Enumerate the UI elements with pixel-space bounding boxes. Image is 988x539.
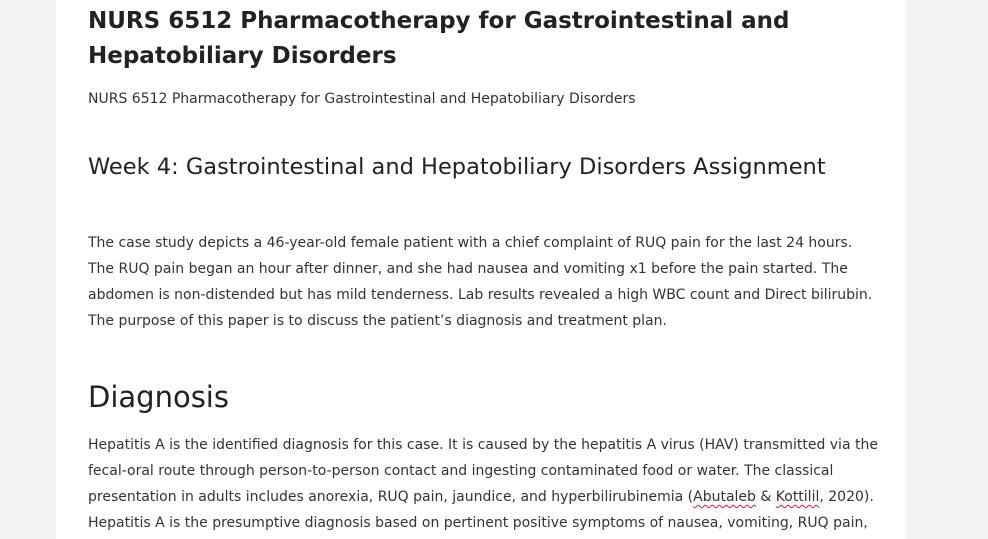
intro-line: The purpose of this paper is to discuss the patient’s diagnosis and treatment plan. (88, 313, 667, 329)
diagnosis-paragraph (88, 432, 888, 536)
citation-text-before: presentation in adults includes anorexia, RUQ pain, jaundice, and hyperbilirubinemia ( (88, 489, 694, 505)
article-title-line-2: Hepatobiliary Disorders (88, 43, 397, 69)
diagnosis-line: fecal-oral route through person-to-person contact and ingesting contaminated food or water. The classical (88, 463, 834, 479)
diagnosis-line-citation (88, 484, 888, 510)
citation-author-1: Abutaleb (693, 489, 756, 505)
document-page (56, 0, 906, 539)
intro-line: abdomen is non-distended but has mild tenderness. Lab results revealed a high WBC count and Direct bilirubin. (88, 287, 873, 303)
diagnosis-heading: Diagnosis (88, 380, 229, 414)
intro-paragraph (88, 230, 888, 334)
citation-ampersand: & (755, 489, 776, 505)
week-heading: Week 4: Gastrointestinal and Hepatobiliary Disorders Assignment (88, 154, 826, 180)
article-title (88, 4, 868, 74)
citation-author-2: Kottilil (775, 489, 820, 505)
diagnosis-line: Hepatitis A is the presumptive diagnosis based on pertinent positive symptoms of nausea, vomiting, RUQ pain, (88, 515, 868, 531)
citation-text-after: , 2020). (819, 489, 874, 505)
article-subtitle: NURS 6512 Pharmacotherapy for Gastrointestinal and Hepatobiliary Disorders (88, 91, 636, 107)
intro-line: The RUQ pain began an hour after dinner, and she had nausea and vomiting x1 before the pain started. The (88, 261, 848, 277)
article-title-line-1: NURS 6512 Pharmacotherapy for Gastrointestinal and (88, 8, 790, 34)
diagnosis-line: Hepatitis A is the identified diagnosis for this case. It is caused by the hepatitis A virus (HAV) transmitted via the (88, 437, 878, 453)
intro-line: The case study depicts a 46-year-old female patient with a chief complaint of RUQ pain for the last 24 hours. (88, 235, 853, 251)
